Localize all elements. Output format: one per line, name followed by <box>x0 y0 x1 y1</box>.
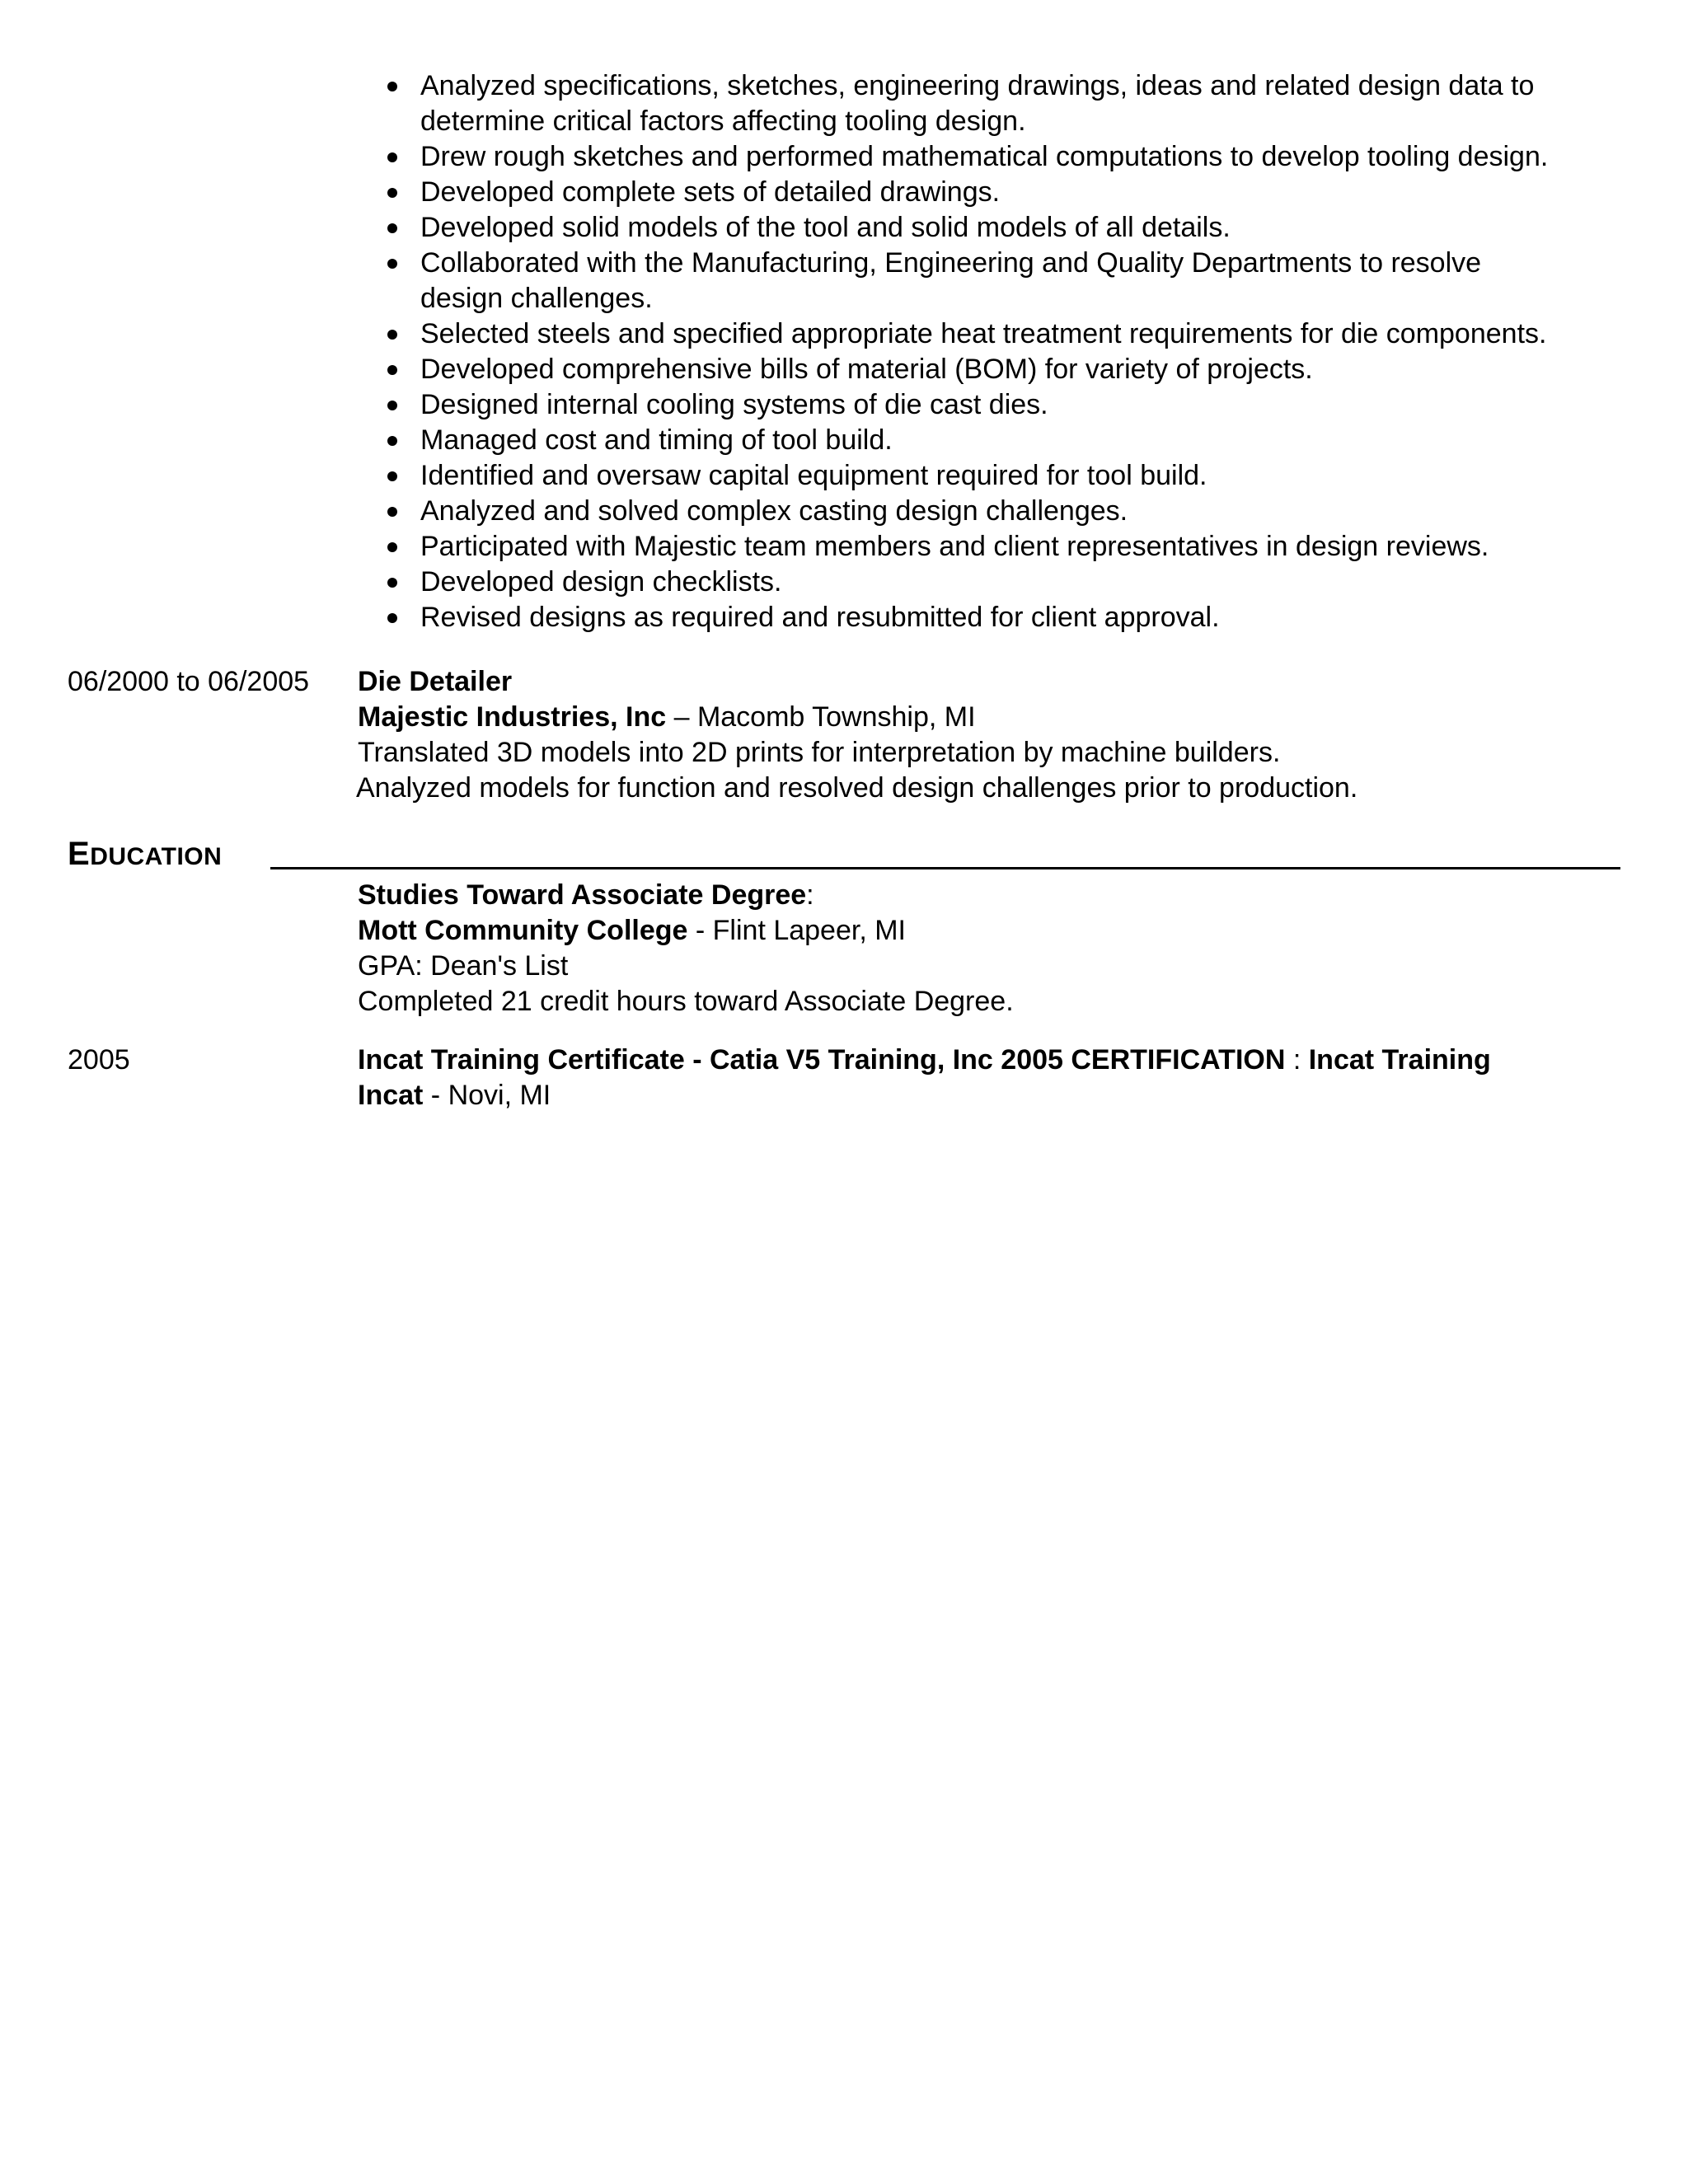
bullet-dot-icon <box>387 188 397 198</box>
bullet-dot-icon <box>387 471 397 481</box>
bullet-dot-icon <box>387 507 397 517</box>
education-details <box>358 878 1594 1019</box>
bullet-item: Developed solid models of the tool and solid models of all details. <box>384 210 1571 246</box>
company-location: Macomb Township, MI <box>696 701 976 733</box>
certification-title-line: Incat Training Certificate - Catia V5 Training, Inc 2005 CERTIFICATION : Incat Training <box>358 1044 1491 1076</box>
bullet-item: Developed design checklists. <box>384 565 1571 600</box>
job-company-line <box>358 700 1594 735</box>
bullet-item: Collaborated with the Manufacturing, Engineering and Quality Departments to resolve design challenges. <box>384 246 1571 316</box>
bullet-item: Developed comprehensive bills of material (BOM) for variety of projects. <box>384 352 1571 387</box>
bullet-item: Participated with Majestic team members and client representatives in design reviews. <box>384 529 1571 565</box>
education-heading: EDUCATION <box>68 836 223 872</box>
certification-org: Incat Training <box>1308 1044 1491 1076</box>
degree-line: Studies Toward Associate Degree: <box>358 879 814 911</box>
certification-location: Novi, MI <box>448 1080 551 1111</box>
degree-name: Studies Toward Associate Degree <box>358 879 807 911</box>
education-note: Completed 21 credit hours toward Associate Degree. <box>358 986 1014 1017</box>
school-line: Mott Community College - Flint Lapeer, MI <box>358 915 906 946</box>
job-dates: 06/2000 to 06/2005 <box>68 666 310 697</box>
bullet-item: Managed cost and timing of tool build. <box>384 423 1571 458</box>
experience-bullet-list <box>384 68 1571 635</box>
certification-org-cont: Incat <box>358 1080 424 1111</box>
company-separator: – <box>666 701 697 733</box>
bullet-dot-icon <box>387 401 397 410</box>
bullet-item: Revised designs as required and resubmitted for client approval. <box>384 600 1571 635</box>
bullet-dot-icon <box>387 223 397 233</box>
bullet-dot-icon <box>387 542 397 552</box>
bullet-dot-icon <box>387 613 397 623</box>
bullet-item: Analyzed specifications, sketches, engineering drawings, ideas and related design data to determine critical factors affecting tooling design. <box>384 68 1571 139</box>
school-location: Flint Lapeer, MI <box>712 915 906 946</box>
bullet-dot-icon <box>387 152 397 162</box>
bullet-dot-icon <box>387 365 397 375</box>
bullet-item: Identified and oversaw capital equipment required for tool build. <box>384 458 1571 494</box>
gpa-line: GPA: Dean's List <box>358 950 569 982</box>
bullet-dot-icon <box>387 578 397 588</box>
bullet-item: Designed internal cooling systems of die cast dies. <box>384 387 1571 423</box>
bullet-item: Developed complete sets of detailed drawings. <box>384 175 1571 210</box>
bullet-item: Drew rough sketches and performed mathematical computations to develop tooling design. <box>384 139 1571 175</box>
bullet-dot-icon <box>387 259 397 269</box>
certification-details <box>358 1043 1594 1113</box>
section-divider <box>270 867 1620 869</box>
bullet-dot-icon <box>387 82 397 91</box>
bullet-item: Selected steels and specified appropriate heat treatment requirements for die components. <box>384 316 1571 352</box>
certification-date: 2005 <box>68 1044 130 1076</box>
company-name: Majestic Industries, Inc <box>358 701 667 733</box>
certification-org-line: Incat - Novi, MI <box>358 1080 551 1111</box>
job-description-line: Translated 3D models into 2D prints for interpretation by machine builders. <box>358 737 1281 768</box>
job-details <box>358 664 1594 806</box>
job-title: Die Detailer <box>358 666 513 697</box>
bullet-item: Analyzed and solved complex casting design challenges. <box>384 494 1571 529</box>
bullet-dot-icon <box>387 436 397 446</box>
job-description-line: Analyzed models for function and resolved design challenges prior to production. <box>356 772 1358 804</box>
school-name: Mott Community College <box>358 915 688 946</box>
certification-title: Incat Training Certificate - Catia V5 Training, Inc 2005 CERTIFICATION <box>358 1044 1286 1076</box>
bullet-dot-icon <box>387 330 397 340</box>
